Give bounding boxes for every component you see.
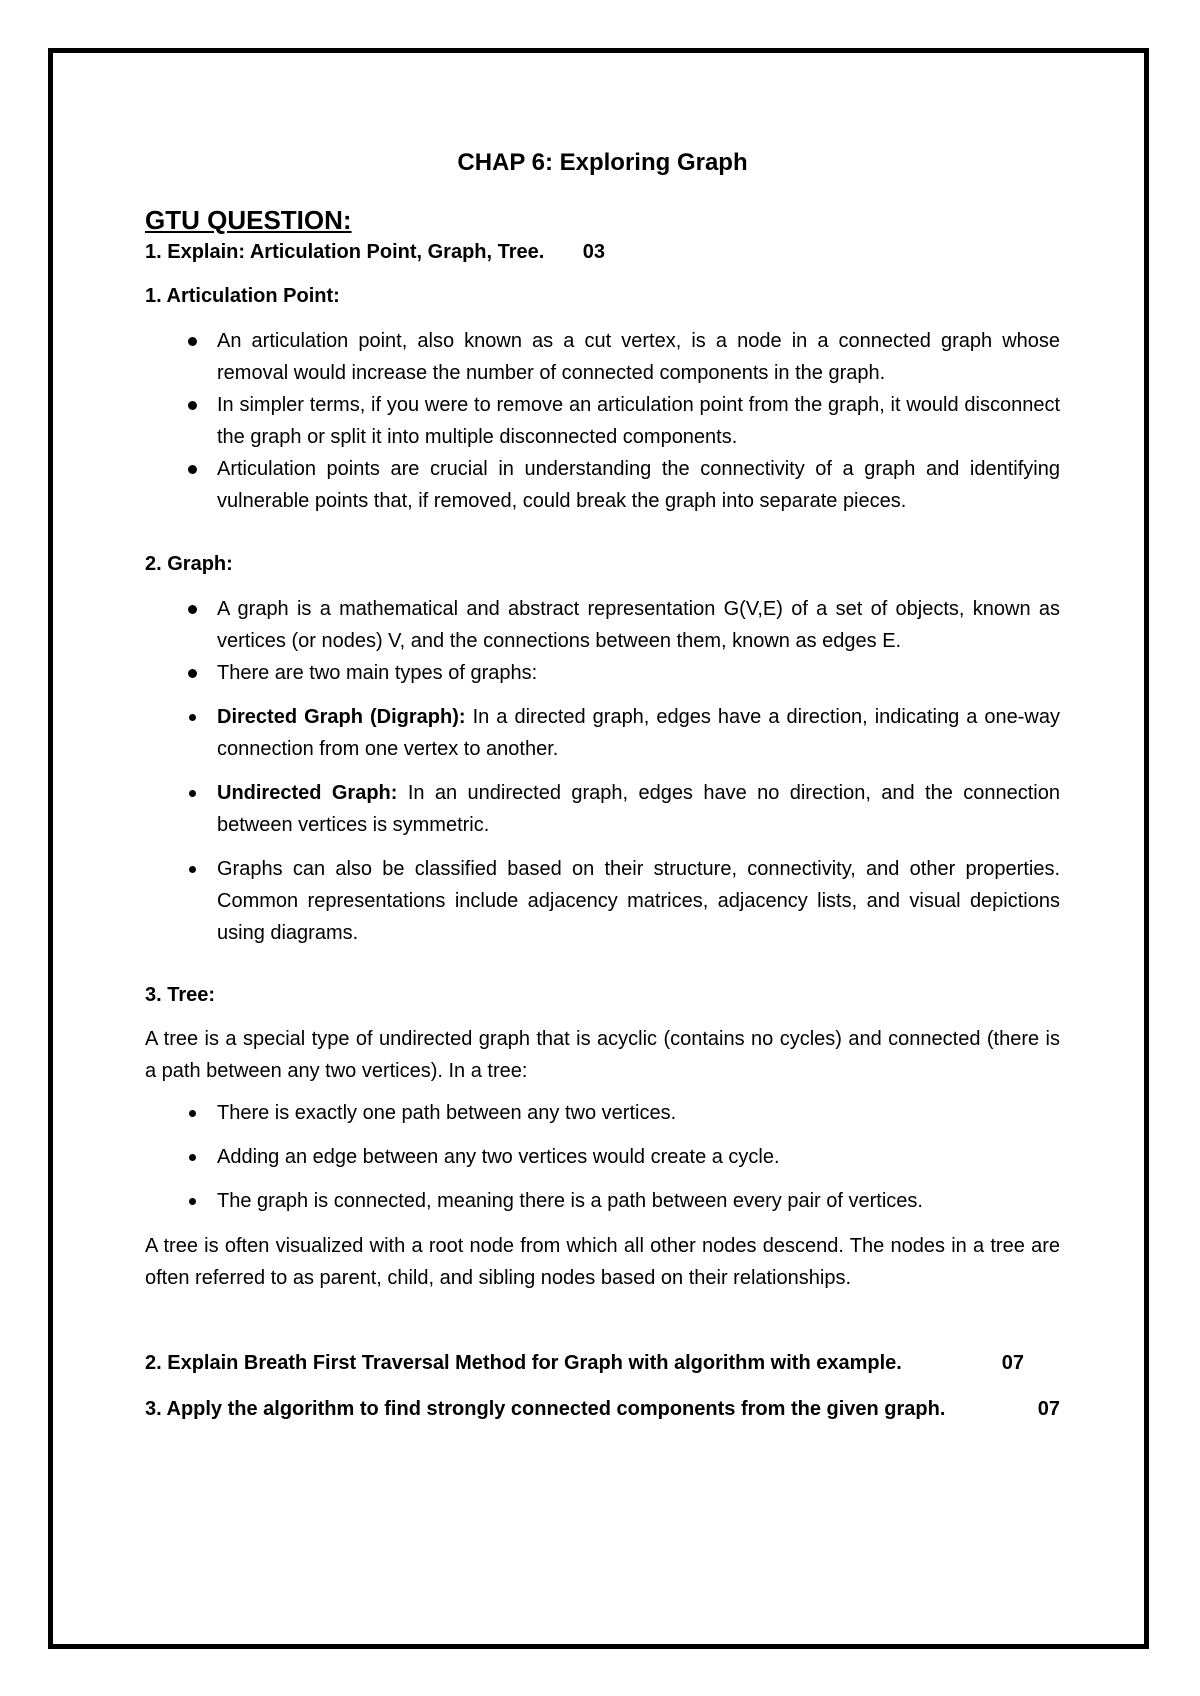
tree-heading: 3. Tree: xyxy=(145,984,216,1006)
list-item: Undirected Graph: In an undirected graph, edges have no direction, and the connection between vertices is symmetric. xyxy=(145,777,1060,841)
bullet-icon xyxy=(188,401,197,410)
bullet-icon xyxy=(189,866,196,873)
articulation-list xyxy=(145,325,1060,517)
bullet-icon xyxy=(188,465,197,474)
question-1-text: 1. Explain: Articulation Point, Graph, Tree. xyxy=(145,241,545,263)
list-item: A graph is a mathematical and abstract representation G(V,E) of a set of objects, known as vertices (or nodes) V, and the connections between them, known as edges E. xyxy=(145,593,1060,657)
page-title: CHAP 6: Exploring Graph xyxy=(457,149,748,176)
list-item: Graphs can also be classified based on their structure, connectivity, and other properties. Common representations include adjacency matrices, adjacency lists, and visual depictions using diagrams. xyxy=(145,853,1060,949)
gtu-question-heading: GTU QUESTION: xyxy=(145,205,352,235)
list-item: There is exactly one path between any two vertices. xyxy=(145,1097,1060,1129)
bullet-icon xyxy=(189,714,196,721)
bullet-icon xyxy=(189,1154,196,1161)
question-3 xyxy=(145,1393,1060,1425)
list-item: Directed Graph (Digraph): In a directed graph, edges have a direction, indicating a one-way connection from one vertex to another. xyxy=(145,701,1060,765)
question-1 xyxy=(145,236,1060,268)
articulation-heading: 1. Articulation Point: xyxy=(145,285,340,307)
question-2-text: 2. Explain Breath First Traversal Method for Graph with algorithm with example. xyxy=(145,1352,902,1374)
bullet-icon xyxy=(189,790,196,797)
bullet-icon xyxy=(189,1110,196,1117)
tree-list xyxy=(145,1097,1060,1217)
list-item: In simpler terms, if you were to remove an articulation point from the graph, it would disconnect the graph or split it into multiple disconnected components. xyxy=(145,389,1060,453)
tree-closing: A tree is often visualized with a root node from which all other nodes descend. The nodes in a tree are often referred to as parent, child, and sibling nodes based on their relationships. xyxy=(145,1235,1060,1289)
list-item: There are two main types of graphs: xyxy=(145,657,1060,689)
list-item: Adding an edge between any two vertices would create a cycle. xyxy=(145,1141,1060,1173)
bullet-icon xyxy=(188,669,197,678)
question-1-marks: 03 xyxy=(582,241,605,263)
list-item: An articulation point, also known as a cut vertex, is a node in a connected graph whose removal would increase the number of connected components in the graph. xyxy=(145,325,1060,389)
bullet-icon xyxy=(189,1198,196,1205)
question-2 xyxy=(145,1347,1060,1379)
question-2-marks: 07 xyxy=(1001,1352,1024,1374)
question-3-text: 3. Apply the algorithm to find strongly connected components from the given graph. xyxy=(145,1398,946,1420)
list-item: The graph is connected, meaning there is a path between every pair of vertices. xyxy=(145,1185,1060,1217)
list-item: Articulation points are crucial in understanding the connectivity of a graph and identifying vulnerable points that, if removed, could break the graph into separate pieces. xyxy=(145,453,1060,517)
bullet-icon xyxy=(188,337,197,346)
bullet-icon xyxy=(188,605,197,614)
question-3-marks: 07 xyxy=(1037,1398,1060,1420)
graph-heading: 2. Graph: xyxy=(145,553,233,575)
graph-list xyxy=(145,593,1060,949)
tree-intro: A tree is a special type of undirected graph that is acyclic (contains no cycles) and connected (there is a path between any two vertices). In a tree: xyxy=(145,1028,1060,1082)
